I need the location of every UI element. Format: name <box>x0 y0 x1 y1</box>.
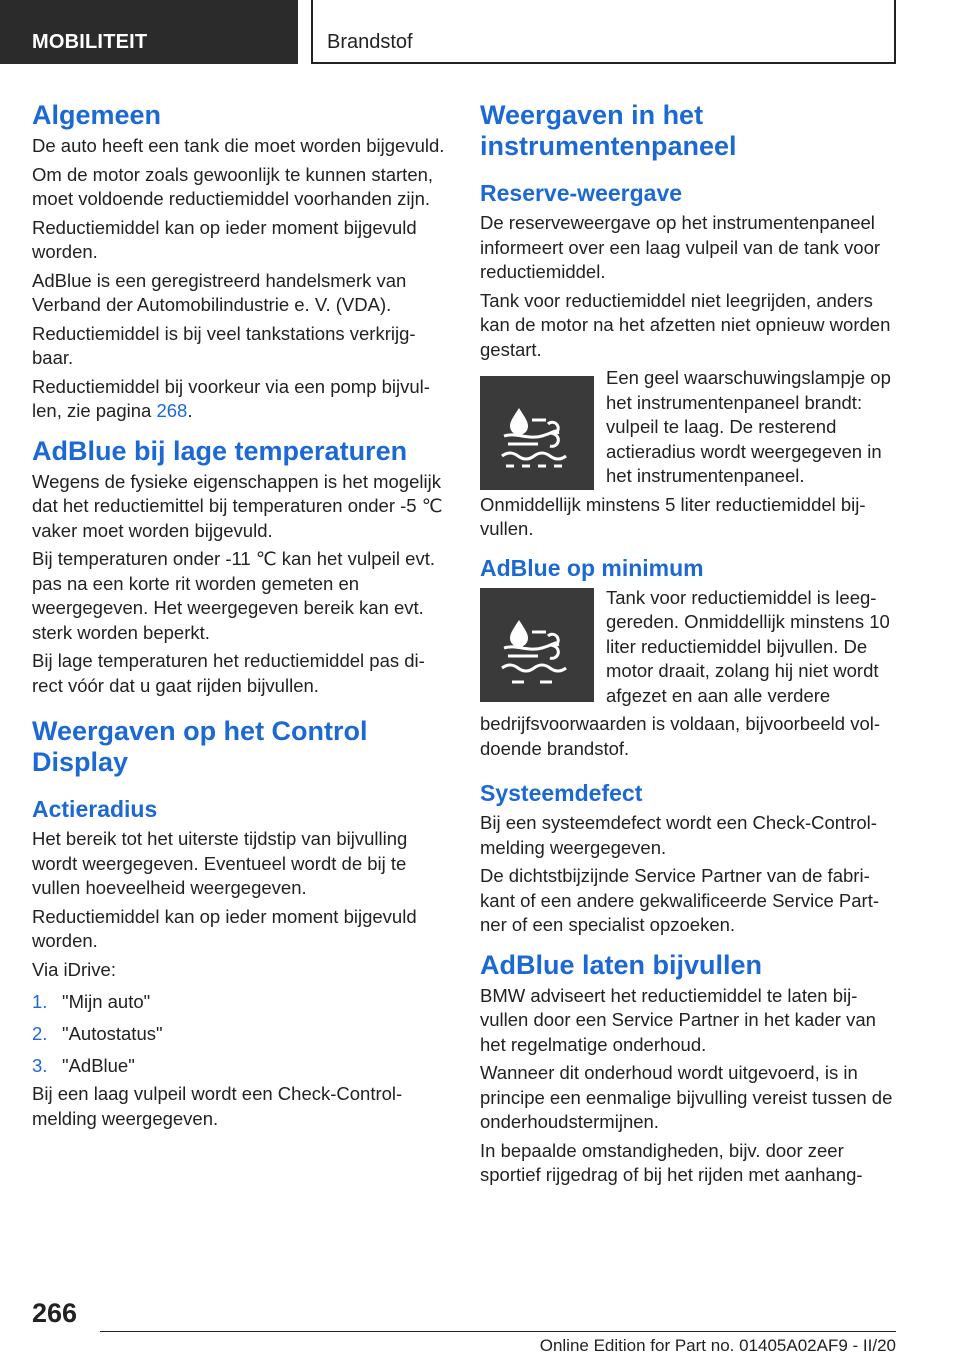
paragraph: Wanneer dit onderhoud wordt uitgevoerd, is in principe een eenmalige bijvulling vereist tussen de onderhoudstermijnen. <box>480 1062 893 1132</box>
heading-adblue-minimum: AdBlue op minimum <box>480 554 704 581</box>
paragraph: Om de motor zoals gewoonlijk te kunnen starten, moet voldoende reductiemiddel voorhanden zijn. <box>32 163 434 209</box>
paragraph: Reductiemiddel kan op ieder moment bijgevuld worden. <box>32 905 417 951</box>
footer-edition: Online Edition for Part no. 01405A02AF9 - II/20 <box>539 1336 896 1355</box>
warning-block-low <box>480 366 896 493</box>
warning-text: Een geel waarschuwingslampje op het instrumentenpaneel brandt: vulpeil te laag. De resterend actieradius wordt weergegeven in het instrumentenpaneel. <box>606 367 891 486</box>
idrive-steps <box>32 986 448 1082</box>
step-label: "AdBlue" <box>62 1055 135 1076</box>
paragraph <box>32 375 448 424</box>
adblue-warning-icon <box>480 376 594 490</box>
heading-systeemdefect: Systeemdefect <box>480 780 643 806</box>
heading-algemeen: Algemeen <box>32 100 162 130</box>
warning-block-empty <box>480 586 896 713</box>
heading-control-display: Weergaven op het Control Display <box>32 716 368 777</box>
chapter-title: Brandstof <box>311 0 896 64</box>
step-number: 3. <box>32 1055 48 1076</box>
right-column <box>480 100 896 1192</box>
paragraph: Het bereik tot het uiterste tijdstip van bijvulling wordt weergegeven. Eventueel wordt de bij te vullen hoeveelheid weergegeven. <box>32 828 408 898</box>
paragraph: Wegens de fysieke eigenschappen is het mogelijk dat het reductiemittel bij temperaturen onder -5 ℃ vaker moet worden bijgevuld. <box>32 470 443 541</box>
paragraph: Reductiemiddel kan op ieder moment bijgevuld worden. <box>32 216 417 262</box>
step-label: "Mijn auto" <box>62 991 151 1012</box>
heading-instrumentenpaneel: Weergaven in het instrumentenpaneel <box>480 100 737 161</box>
page-number: 266 <box>32 1298 78 1328</box>
page-link[interactable]: 268 <box>156 400 188 421</box>
step-label: "Autostatus" <box>62 1023 163 1044</box>
step-number: 2. <box>32 1023 48 1044</box>
paragraph-end: . <box>187 400 193 421</box>
heading-actieradius: Actieradius <box>32 796 158 822</box>
step-number: 1. <box>32 991 48 1012</box>
warning-text: Tank voor reductiemiddel is leeggereden. Onmiddellijk minstens 10 liter reductiemiddel bijvullen. De motor draait, zolang hij niet wordt afgezet en aan alle verdere <box>606 586 890 706</box>
paragraph: Bij een systeemdefect wordt een Check-Control-melding weergegeven. <box>480 812 877 858</box>
paragraph: Reductiemiddel is bij veel tankstations verkrijgbaar. <box>32 322 416 368</box>
paragraph: bedrijfsvoorwaarden is voldaan, bijvoorbeeld voldoende brandstof. <box>480 713 881 759</box>
list-item <box>32 986 448 1018</box>
left-column <box>32 100 448 1135</box>
paragraph: De reserveweergave op het instrumentenpaneel informeert over een laag vulpeil van de tank voor reductiemiddel. <box>480 212 881 282</box>
list-item <box>32 1018 448 1050</box>
list-item <box>32 1050 448 1082</box>
footer-rule <box>100 1331 896 1332</box>
paragraph: Bij temperaturen onder -11 ℃ kan het vulpeil evt. pas na een korte rit worden gemeten en weergegeven. Het weergegeven bereik kan evt. sterk worden beperkt. <box>32 548 435 643</box>
paragraph: De dichtstbijzijnde Service Partner van de fabrikant of een andere gekwalificeerde Service Partner of een specialist opzoeken. <box>480 865 880 935</box>
adblue-empty-icon <box>480 588 594 702</box>
paragraph: Tank voor reductiemiddel niet leegrijden, anders kan de motor na het afzetten niet opnieuw worden gestart. <box>480 289 891 360</box>
paragraph: In bepaalde omstandigheden, bijv. door zeer sportief rijgedrag of bij het rijden met aanhang- <box>480 1139 863 1185</box>
paragraph: Onmiddellijk minstens 5 liter reductiemiddel bijvullen. <box>480 493 866 539</box>
paragraph: Bij een laag vulpeil wordt een Check-Control-melding weergegeven. <box>32 1083 403 1129</box>
heading-lage-temperaturen: AdBlue bij lage temperaturen <box>32 435 408 466</box>
paragraph: AdBlue is een geregistreerd handelsmerk van Verband der Automobilindustrie e. V. (VDA). <box>32 269 407 315</box>
section-tab: MOBILITEIT <box>0 0 298 64</box>
paragraph: Bij lage temperaturen het reductiemiddel pas direct vóór dat u gaat rijden bijvullen. <box>32 650 425 696</box>
paragraph: BMW adviseert het reductiemiddel te laten bijvullen door een Service Partner in het kader van het regelmatige onderhoud. <box>480 984 876 1055</box>
paragraph-text: Reductiemiddel bij voorkeur via een pomp bijvullen, zie pagina <box>32 375 430 421</box>
paragraph: De auto heeft een tank die moet worden bijgevuld. <box>32 135 445 156</box>
paragraph: Via iDrive: <box>32 958 116 980</box>
heading-adblue-bijvullen: AdBlue laten bijvullen <box>480 949 763 980</box>
heading-reserve-weergave: Reserve-weergave <box>480 180 683 206</box>
